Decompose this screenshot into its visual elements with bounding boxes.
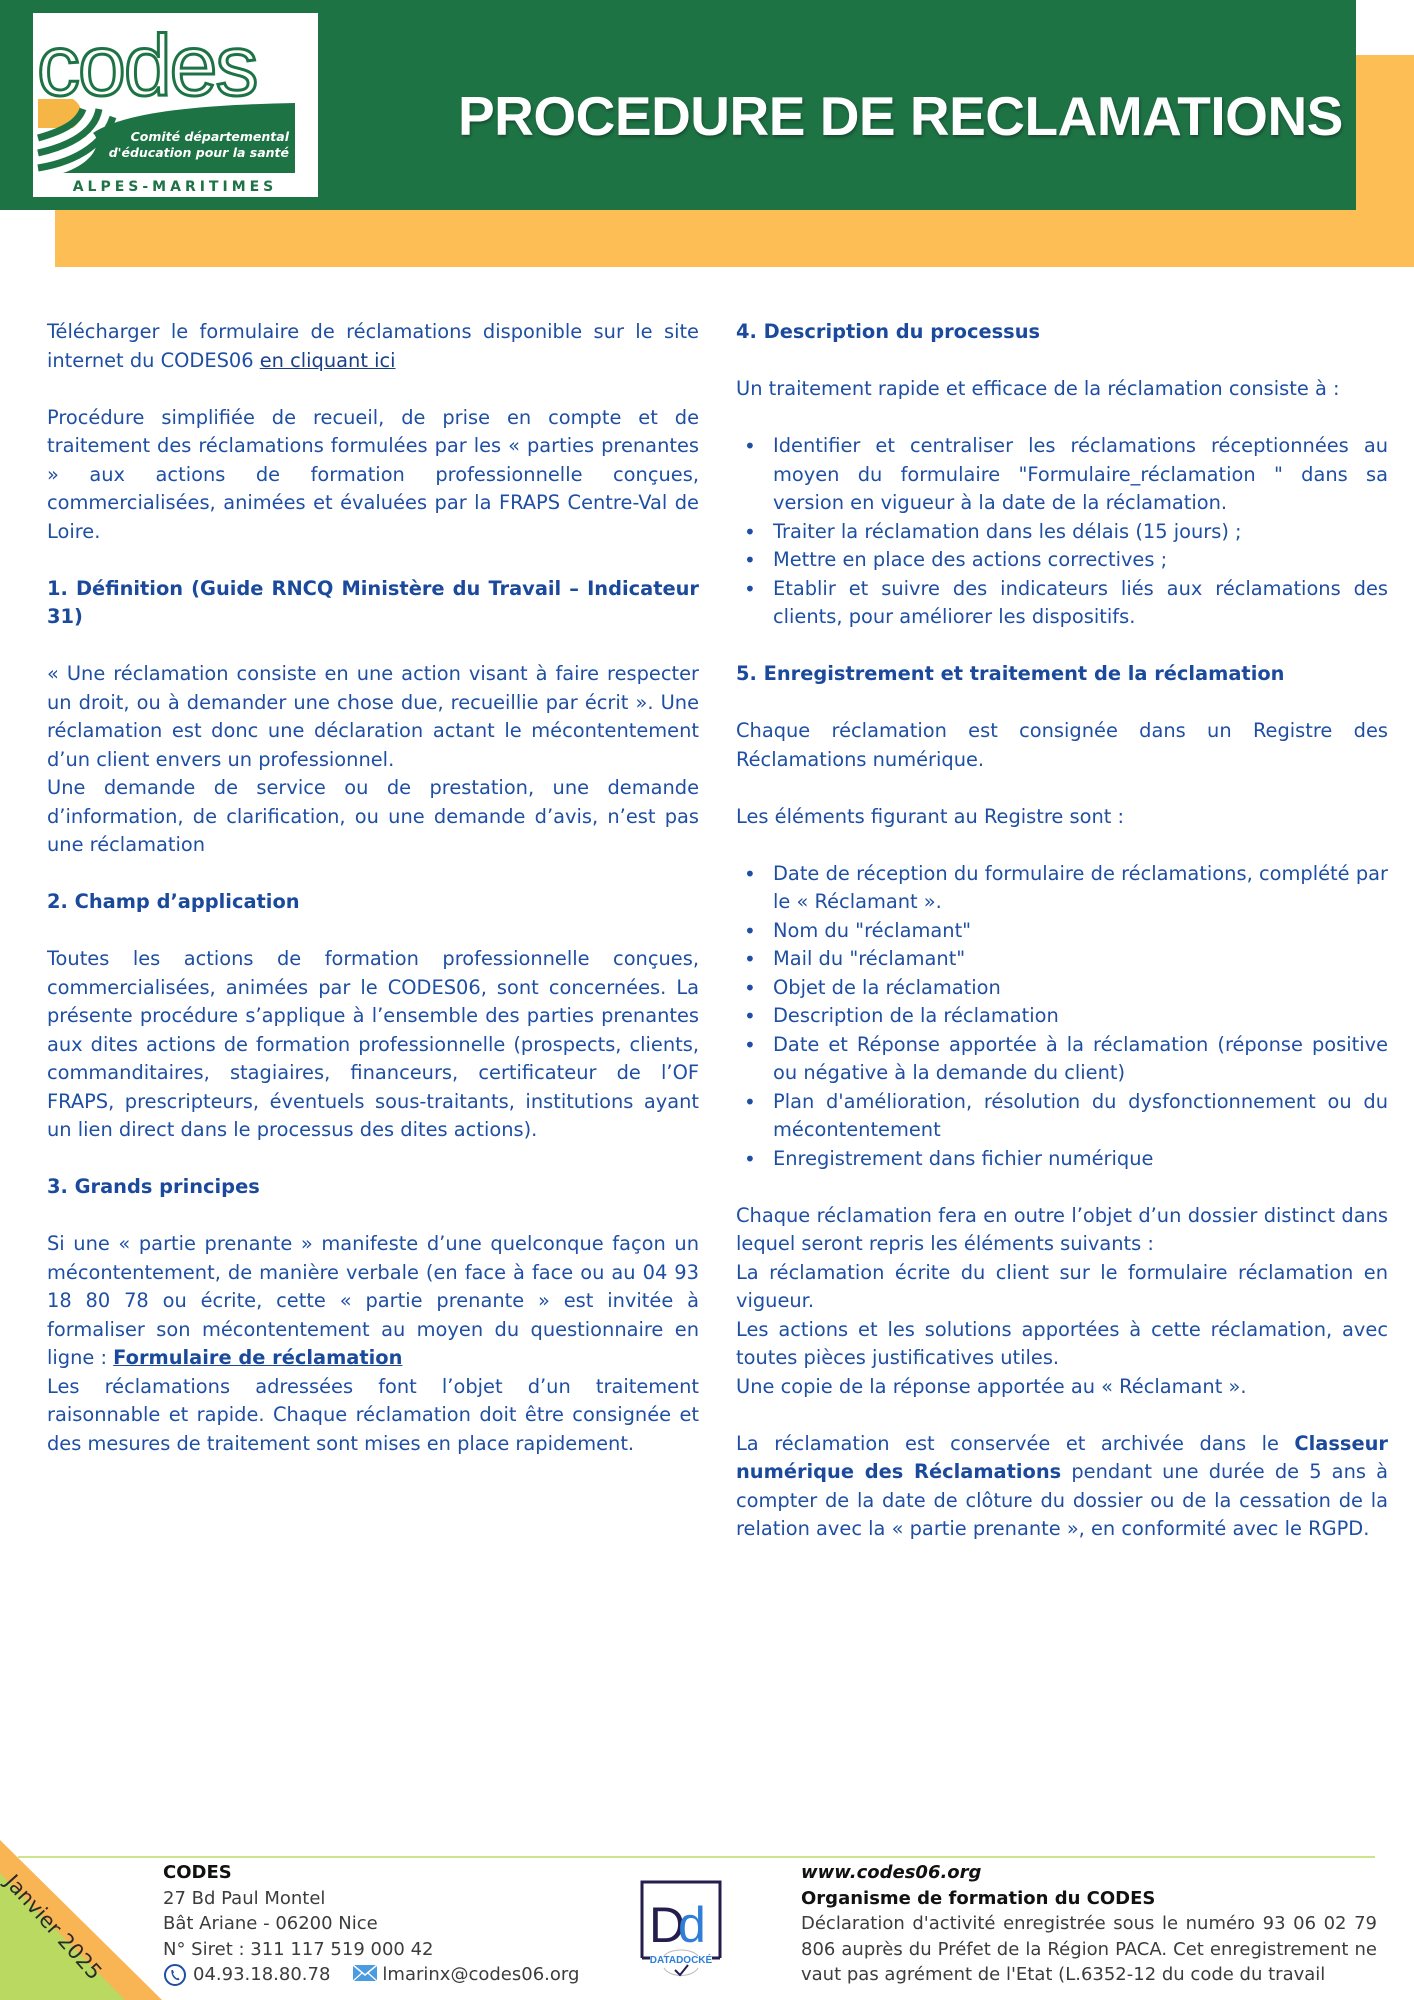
left-column bbox=[47, 318, 699, 1458]
section-3-heading: 3. Grands principes bbox=[47, 1175, 260, 1198]
section-2-para: Toutes les actions de formation professionnelle conçues, commercialisées, animées par le CODES06, sont concernées. La présente procédure s’applique à l’ensemble des parties prenantes aux dites actions de formation professionnelle (prospects, clients, commanditaires, stagiaires, financeurs, certificateur de l’OF FRAPS, prescripteurs, éventuels sous-traitants, institutions ayant un lien direct dans le processus des dites actions). bbox=[47, 947, 699, 1141]
section-1-para-2: Une demande de service ou de prestation, une demande d’information, de clarification, ou une demande d’avis, n’est pas une réclamation bbox=[47, 776, 699, 856]
contact-row bbox=[163, 1962, 579, 1988]
dossier-line-1: La réclamation écrite du client sur le formulaire réclamation en vigueur. bbox=[736, 1260, 1388, 1312]
register-list bbox=[736, 860, 1388, 1174]
archive-paragraph: La réclamation est conservée et archivée dans le Classeur numérique des Réclamations pendant une durée de 5 ans à compter de la date de clôture du dossier ou de la cessation de la relation avec la « partie prenante », en conformité avec le RGPD. bbox=[736, 1431, 1388, 1540]
svg-text:ALPES-MARITIMES: ALPES-MARITIMES bbox=[72, 179, 278, 195]
summary-paragraph: Procédure simplifiée de recueil, de prise en compte et de traitement des réclamations formulées par les « parties prenantes » aux actions de formation professionnelle conçues, commercialisées, animées et évaluées par la FRAPS Centre-Val de Loire. bbox=[47, 405, 699, 543]
section-4-heading: 4. Description du processus bbox=[736, 320, 1041, 343]
svg-text:d: d bbox=[678, 1897, 706, 1953]
dossier-line-2: Les actions et les solutions apportées à cette réclamation, avec toutes pièces justificatives utiles. bbox=[736, 1317, 1388, 1369]
section-1-para-1: « Une réclamation consiste en une action visant à faire respecter un droit, ou à demander une chose due, recueillie par écrit ». Une réclamation est donc une déclaration actant le mécontentement d’un client envers un professionnel. bbox=[47, 662, 699, 771]
list-item: • Mettre en place des actions correctives ; bbox=[736, 546, 1388, 575]
footer-legal bbox=[801, 1860, 1377, 1988]
section-2-heading: 2. Champ d’application bbox=[47, 890, 300, 913]
dossier-intro: Chaque réclamation fera en outre l’objet d’un dossier distinct dans lequel seront repris les éléments suivants : bbox=[736, 1203, 1388, 1255]
dossier-line-3: Une copie de la réponse apportée au « Réclamant ». bbox=[736, 1374, 1247, 1398]
process-list bbox=[736, 432, 1388, 632]
footer-address-1: 27 Bd Paul Montel bbox=[163, 1887, 326, 1909]
email-icon bbox=[352, 1963, 376, 1987]
list-item: • Identifier et centraliser les réclamations réceptionnées au moyen du formulaire "Formulaire_réclamation " dans sa version en vigueur à la date de la réclamation. bbox=[736, 432, 1388, 518]
section-3-para-2: Les réclamations adressées font l’objet d’un traitement raisonnable et rapide. Chaque réclamation doit être consignée et des mesures de traitement sont mises en place rapidement. bbox=[47, 1374, 699, 1455]
list-item: • Plan d'amélioration, résolution du dysfonctionnement ou du mécontentement bbox=[736, 1088, 1388, 1145]
footer-phone[interactable]: 04.93.18.80.78 bbox=[193, 1964, 331, 1985]
footer-org-name: CODES bbox=[163, 1862, 232, 1883]
svg-text:DATADOCKÉ: DATADOCKÉ bbox=[649, 1955, 713, 1966]
intro-paragraph: Télécharger le formulaire de réclamations disponible sur le site internet du CODES06 en cliquant ici bbox=[47, 320, 699, 372]
footer-divider bbox=[18, 1856, 1375, 1858]
footer-contact bbox=[163, 1860, 579, 1988]
section-1-heading: 1. Définition (Guide RNCQ Ministère du Travail – Indicateur 31) bbox=[47, 576, 699, 628]
list-item: • Etablir et suivre des indicateurs liés aux réclamations des clients, pour améliorer les dispositifs. bbox=[736, 575, 1388, 632]
footer-siret: N° Siret : 311 117 519 000 42 bbox=[163, 1938, 434, 1960]
right-column bbox=[736, 318, 1388, 1544]
list-item: • Date de réception du formulaire de réclamations, complété par le « Réclamant ». bbox=[736, 860, 1388, 917]
svg-text:D: D bbox=[649, 1897, 686, 1953]
svg-text:Comité départemental: Comité départemental bbox=[130, 129, 289, 144]
section-3-para-1: Si une « partie prenante » manifeste d’une quelconque façon un mécontentement, de manière verbale (en face à face ou au 04 93 18 80 78 ou écrite, cette « partie prenante » est invitée à formaliser son mécontentement au moyen du questionnaire en ligne : Formulaire de réclamation bbox=[47, 1232, 699, 1369]
section-5-para-2: Les éléments figurant au Registre sont : bbox=[736, 804, 1125, 828]
svg-text:d'éducation pour la santé: d'éducation pour la santé bbox=[108, 145, 289, 160]
codes-logo bbox=[33, 13, 318, 197]
svg-text:codes: codes bbox=[37, 18, 257, 114]
list-item: • Date et Réponse apportée à la réclamation (réponse positive ou négative à la demande du client) bbox=[736, 1031, 1388, 1088]
page-title: PROCEDURE DE RECLAMATIONS bbox=[458, 85, 1343, 147]
list-item: • Objet de la réclamation bbox=[736, 974, 1388, 1003]
section-4-intro: Un traitement rapide et efficace de la réclamation consiste à : bbox=[736, 377, 1340, 400]
footer-declaration: Déclaration d'activité enregistrée sous le numéro 93 06 02 79 806 auprès du Préfet de la Région PACA. Cet enregistrement ne vaut pas agrément de l'Etat (L.6352-12 du code du travail bbox=[801, 1913, 1377, 1985]
section-5-heading: 5. Enregistrement et traitement de la réclamation bbox=[736, 662, 1285, 685]
footer-email[interactable]: lmarinx@codes06.org bbox=[382, 1964, 580, 1985]
list-item: • Mail du "réclamant" bbox=[736, 945, 1388, 974]
list-item: • Traiter la réclamation dans les délais (15 jours) ; bbox=[736, 518, 1388, 547]
footer-address-2: Bât Ariane - 06200 Nice bbox=[163, 1913, 378, 1934]
section-5-para-1: Chaque réclamation est consignée dans un Registre des Réclamations numérique. bbox=[736, 719, 1388, 771]
list-item: • Description de la réclamation bbox=[736, 1002, 1388, 1031]
date-stamp: Janvier 2025 bbox=[0, 1870, 107, 1985]
list-item: • Enregistrement dans fichier numérique bbox=[736, 1145, 1388, 1174]
footer-website-link[interactable]: www.codes06.org bbox=[801, 1862, 982, 1883]
phone-icon bbox=[163, 1963, 187, 1987]
download-form-link[interactable]: en cliquant ici bbox=[259, 348, 396, 372]
list-item: • Nom du "réclamant" bbox=[736, 917, 1388, 946]
datadock-badge bbox=[636, 1878, 726, 1988]
complaint-form-link[interactable]: Formulaire de réclamation bbox=[113, 1346, 403, 1369]
footer-of-name: Organisme de formation du CODES bbox=[801, 1887, 1156, 1909]
codes-logo-graphic bbox=[33, 13, 318, 197]
